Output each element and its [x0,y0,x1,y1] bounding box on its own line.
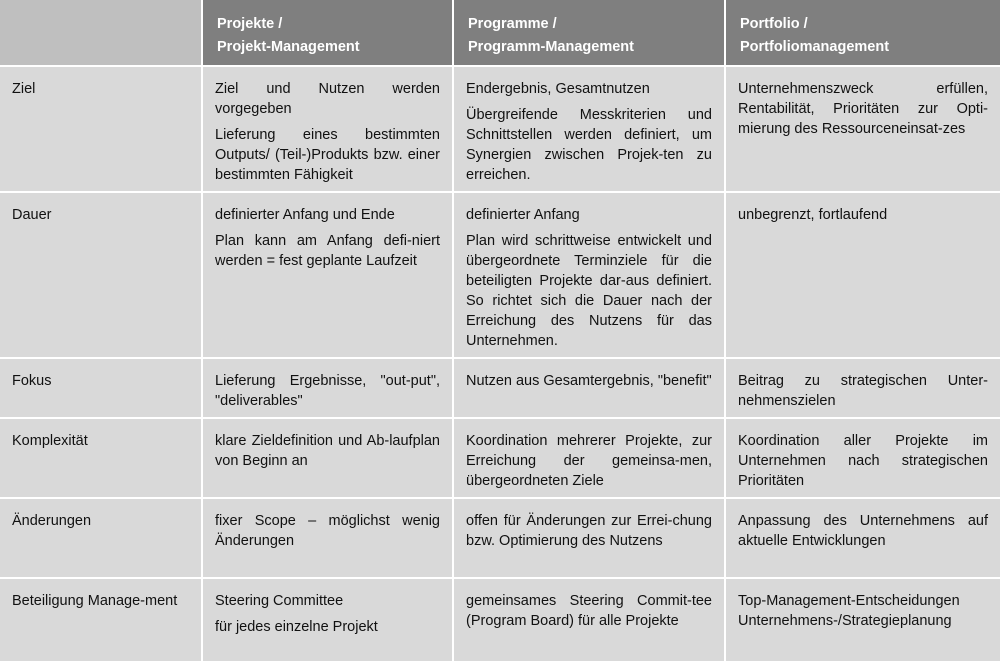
cell-text: fixer Scope – möglichst wenig Änderungen [215,513,440,549]
cell-portfolio [725,498,1000,578]
row-label: Komplexität [0,418,202,498]
header-portfolio [725,0,1000,66]
table-row [0,578,1000,662]
cell-portfolio [725,578,1000,662]
row-label: Beteiligung Manage-ment [0,578,202,662]
header-row [0,0,1000,66]
cell-projekte [202,578,453,662]
table-row [0,418,1000,498]
cell-text: Nutzen aus Gesamtergebnis, "benefit" [466,373,712,389]
row-label: Änderungen [0,498,202,578]
cell-text: Steering Committee [215,593,344,609]
cell-programme [453,498,725,578]
cell-text: Top-Management-Entscheidungen Unternehmens-/Strategieplanung [738,593,960,629]
row-label: Dauer [0,192,202,358]
header-projekte-line2: Projekt-Management [217,39,360,55]
cell-programme [453,358,725,418]
header-portfolio-line1: Portfolio / [740,16,808,32]
cell-text: Plan kann am Anfang defi-niert werden = fest geplante Laufzeit [215,233,440,269]
table-row [0,192,1000,358]
cell-programme [453,192,725,358]
cell-text: Unternehmenszweck erfüllen, Rentabilität, Prioritäten zur Opti-mierung des Ressourceneinsat-zes [738,81,988,137]
header-projekte [202,0,453,66]
header-corner [0,0,202,66]
cell-programme [453,66,725,192]
row-label: Fokus [0,358,202,418]
table-row [0,358,1000,418]
row-label: Ziel [0,66,202,192]
cell-projekte [202,418,453,498]
cell-text: Ziel und Nutzen werden vorgegeben [215,81,440,117]
cell-text: definierter Anfang und Ende [215,207,395,223]
cell-text: definierter Anfang [466,207,580,223]
cell-programme [453,578,725,662]
header-portfolio-line2: Portfoliomanagement [740,39,890,55]
cell-portfolio [725,66,1000,192]
header-programme-line1: Programme / [468,16,557,32]
cell-text: Lieferung Ergebnisse, "out-put", "deliverables" [215,373,440,409]
header-projekte-line1: Projekte / [217,16,283,32]
cell-projekte [202,192,453,358]
cell-programme [453,418,725,498]
table-row [0,66,1000,192]
cell-projekte [202,66,453,192]
table-row [0,498,1000,578]
cell-text: Endergebnis, Gesamtnutzen [466,81,650,97]
cell-projekte [202,358,453,418]
header-programme [453,0,725,66]
cell-text: Koordination mehrerer Projekte, zur Erreichung der gemeinsa-men, übergeordneten Ziele [466,433,712,489]
cell-portfolio [725,418,1000,498]
cell-text: Plan wird schrittweise entwickelt und übergeordnete Terminziele für die beteiligten Projekte dar-aus definiert. So richtet sich die Dauer nach der Erreichung des Nutzens für das Unternehmen. [466,233,712,349]
cell-text: gemeinsames Steering Commit-tee (Program Board) für alle Projekte [466,593,712,629]
cell-text: Lieferung eines bestimmten Outputs/ (Teil-)Produkts bzw. einer bestimmten Fähigkeit [215,127,440,183]
cell-text: Anpassung des Unternehmens auf aktuelle Entwicklungen [738,513,988,549]
cell-text: klare Zieldefinition und Ab-laufplan von Beginn an [215,433,440,469]
cell-text: Koordination aller Projekte im Unternehmen nach strategischen Prioritäten [738,433,988,489]
cell-text: unbegrenzt, fortlaufend [738,207,888,223]
cell-portfolio [725,358,1000,418]
cell-text: Übergreifende Messkriterien und Schnittstellen werden definiert, um Synergien zwischen Projek-ten zu erreichen. [466,107,712,183]
header-programme-line2: Programm-Management [468,39,634,55]
cell-portfolio [725,192,1000,358]
cell-projekte [202,498,453,578]
cell-text: offen für Änderungen zur Errei-chung bzw. Optimierung des Nutzens [466,513,712,549]
cell-text: Beitrag zu strategischen Unter-nehmenszielen [738,373,988,409]
cell-text: für jedes einzelne Projekt [215,619,378,635]
